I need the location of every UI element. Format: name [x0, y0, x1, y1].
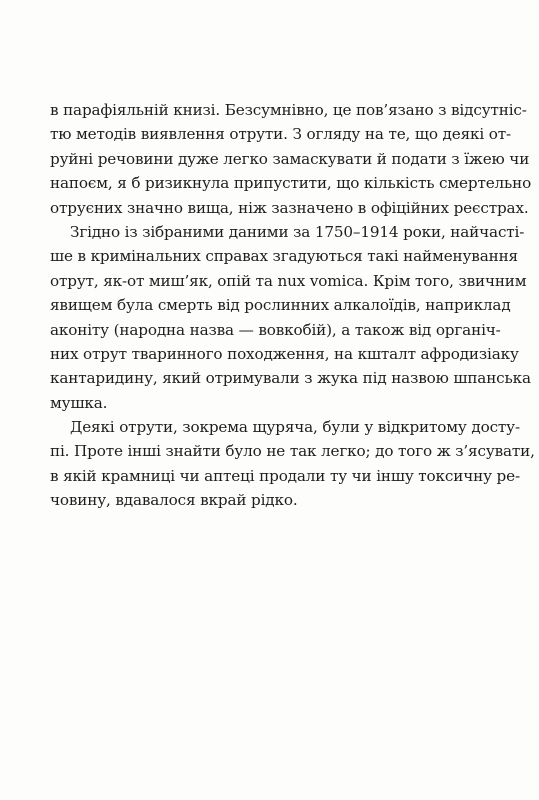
- text-line: Згідно із зібраними даними за 1750–1914 роки, найчасті-: [70, 222, 525, 241]
- text-line: в якій крамниці чи аптеці продали ту чи іншу токсичну ре-: [50, 466, 520, 485]
- paragraph-2: [50, 220, 531, 415]
- text-line: Деякі отрути, зокрема щуряча, були у відкритому досту-: [70, 418, 520, 437]
- text-line: тю методів виявлення отрути. З огляду на те, що деякі от-: [50, 125, 511, 144]
- text-line: човину, вдавалося вкрай рідко.: [50, 491, 298, 510]
- paragraph-3: [50, 415, 535, 513]
- text-line: ше в кримінальних справах згадуються такі найменування: [50, 247, 518, 266]
- text-line: руйні речовини дуже легко замаскувати й подати з їжею чи: [50, 149, 530, 168]
- text-line: отруєних значно вища, ніж зазначено в офіційних реєстрах.: [50, 198, 529, 217]
- text-line: аконіту (народна назва — вовкобій), а також від органіч-: [50, 320, 501, 339]
- paragraph-1: [50, 98, 532, 220]
- body-text: [50, 98, 535, 513]
- text-line: явищем була смерть від рослинних алкалоїдів, наприклад: [50, 296, 511, 315]
- text-line: напоєм, я б ризикнула припустити, що кількість смертельно: [50, 174, 532, 193]
- text-line: пі. Проте інші знайти було не так легко; до того ж з’ясувати,: [50, 442, 535, 461]
- text-line: в парафіяльній книзі. Безсумнівно, це пов’язано з відсутніс-: [50, 101, 527, 119]
- text-line: кантаридину, який отримували з жука під назвою шпанська: [50, 369, 531, 388]
- text-line: отрут, як-от миш’як, опій та nux vomica. Крім того, звичним: [50, 271, 527, 290]
- text-line: мушка.: [50, 393, 108, 412]
- text-line: них отрут тваринного походження, на кшталт афродизіаку: [50, 344, 519, 363]
